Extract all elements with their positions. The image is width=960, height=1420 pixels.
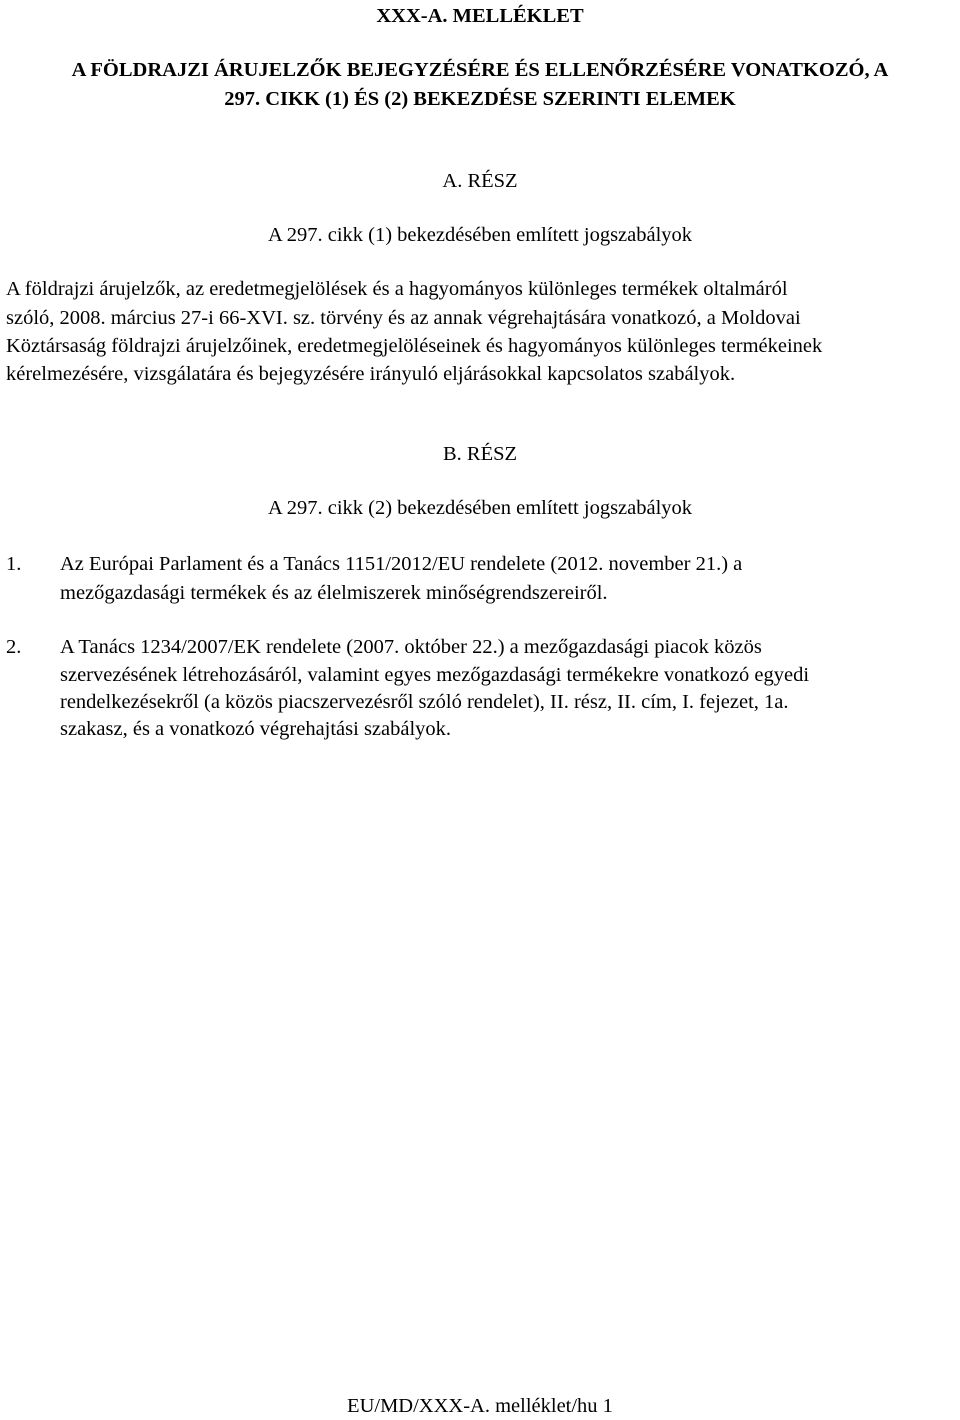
part-a-line: Köztársaság földrajzi árujelzőinek, eredetmegjelöléseinek és hagyományos különleges termékeinek xyxy=(6,335,823,357)
part-a-line: szóló, 2008. március 27-i 66-XVI. sz. törvény és az annak végrehajtására vonatkozó, a Moldovai xyxy=(6,307,801,329)
part-a-line: kérelmezésére, vizsgálatára és bejegyzésére irányuló eljárásokkal kapcsolatos szabályok. xyxy=(6,363,736,385)
part-a-title: A. RÉSZ xyxy=(442,170,518,192)
item-line: A Tanács 1234/2007/EK rendelete (2007. október 22.) a mezőgazdasági piacok közös xyxy=(60,636,762,658)
item-line: szervezésének létrehozásáról, valamint egyes mezőgazdasági termékekre vonatkozó egyedi xyxy=(60,664,810,686)
item-line: mezőgazdasági termékek és az élelmiszerek minőségrendszereiről. xyxy=(60,582,608,604)
page-footer: EU/MD/XXX-A. melléklet/hu 1 xyxy=(347,1395,613,1417)
annex-heading-line-2: 297. CIKK (1) ÉS (2) BEKEZDÉSE SZERINTI ELEMEK xyxy=(224,88,736,110)
item-line: Az Európai Parlament és a Tanács 1151/2012/EU rendelete (2012. november 21.) a xyxy=(60,553,743,575)
item-number: 2. xyxy=(6,636,22,658)
item-line: rendelkezésekről (a közös piacszervezésről szóló rendelet), II. rész, II. cím, I. fejezet, 1a. xyxy=(60,691,789,713)
part-b-title: B. RÉSZ xyxy=(442,443,518,465)
item-line: szakasz, és a vonatkozó végrehajtási szabályok. xyxy=(60,718,452,740)
part-b-subtitle: A 297. cikk (2) bekezdésében említett jogszabályok xyxy=(267,497,693,519)
annex-heading-line-1: A FÖLDRAJZI ÁRUJELZŐK BEJEGYZÉSÉRE ÉS ELLENŐRZÉSÉRE VONATKOZÓ, A xyxy=(71,59,889,81)
part-a-line: A földrajzi árujelzők, az eredetmegjelölések és a hagyományos különleges termékek oltalmáról xyxy=(6,278,788,300)
annex-title: XXX-A. MELLÉKLET xyxy=(376,5,584,27)
part-a-subtitle: A 297. cikk (1) bekezdésében említett jogszabályok xyxy=(267,224,693,246)
item-number: 1. xyxy=(6,553,22,575)
